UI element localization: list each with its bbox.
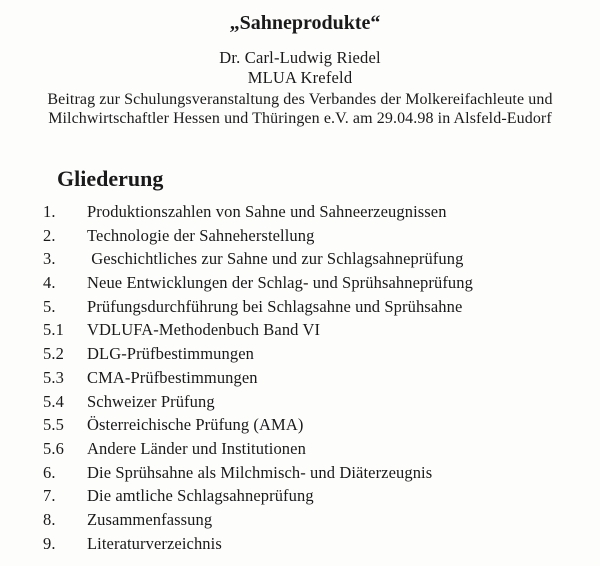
outline-item-5-1 [43,318,473,342]
outline-item-text: Neue Entwicklungen der Schlag- und Sprühsahneprüfung [87,273,473,293]
outline-item-5-3 [43,366,473,390]
outline-item-text: VDLUFA-Methodenbuch Band VI [87,320,321,340]
outline-item-number: 5.6 [43,438,64,458]
outline-item-5-4 [43,390,473,414]
document-title: „Sahneprodukte“ [229,12,381,34]
outline-item-text: Prüfungsdurchführung bei Schlagsahne und Sprühsahne [87,296,463,316]
outline-item-7 [43,484,473,508]
outline-item-number: 5.1 [43,320,64,340]
outline-item-number: 5.5 [43,415,64,435]
outline-item-5-6 [43,437,473,461]
outline-item-6 [43,461,473,485]
outline-item-9 [43,532,473,556]
outline-item-3 [43,247,473,271]
outline-item-1 [43,200,473,224]
outline-item-number: 5.4 [43,391,64,411]
outline-item-number: 4. [43,273,56,293]
outline-item-text: Andere Länder und Institutionen [87,438,306,458]
outline-item-number: 5.3 [43,367,64,387]
outline-item-number: 7. [43,486,56,506]
outline-item-number: 5.2 [43,344,64,364]
outline-item-number: 1. [43,202,56,221]
outline-item-text: Technologie der Sahneherstellung [87,225,315,245]
outline-item-text: Zusammenfassung [87,509,213,529]
outline-item-number: 5. [43,296,56,316]
outline-item-text: CMA-Prüfbestimmungen [87,367,258,387]
outline-item-text: Produktionszahlen von Sahne und Sahneerzeugnissen [87,202,447,221]
outline-item-text: DLG-Prüfbestimmungen [87,344,254,364]
outline-item-text: Österreichische Prüfung (AMA) [87,415,304,435]
outline-item-8 [43,508,473,532]
outline-item-number: 9. [43,533,56,553]
organization-name: MLUA Krefeld [247,68,353,87]
outline-list [43,200,473,555]
outline-item-5 [43,295,473,319]
outline-item-number: 3. [43,249,56,269]
author-name: Dr. Carl-Ludwig Riedel [219,48,381,67]
outline-item-text: Die amtliche Schlagsahneprüfung [87,486,314,506]
outline-item-text: Schweizer Prüfung [87,391,215,411]
outline-item-number: 2. [43,225,56,245]
outline-item-text: Die Sprühsahne als Milchmisch- und Diäterzeugnis [87,462,433,482]
outline-item-number: 6. [43,462,56,482]
document-header [0,10,600,128]
outline-item-number: 8. [43,509,56,529]
outline-item-2 [43,224,473,248]
outline-item-4 [43,271,473,295]
event-description: Beitrag zur Schulungsveranstaltung des Verbandes der Molkereifachleute und Milchwirtschaftler Hessen und Thüringen e.V. am 29.04.98 in Alsfeld-Eudorf [47,91,553,127]
outline-heading: Gliederung [57,166,164,191]
outline-item-text: Geschichtliches zur Sahne und zur Schlagsahneprüfung [87,249,464,269]
outline-item-5-5 [43,413,473,437]
outline-item-5-2 [43,342,473,366]
outline-item-text: Literaturverzeichnis [87,533,222,553]
